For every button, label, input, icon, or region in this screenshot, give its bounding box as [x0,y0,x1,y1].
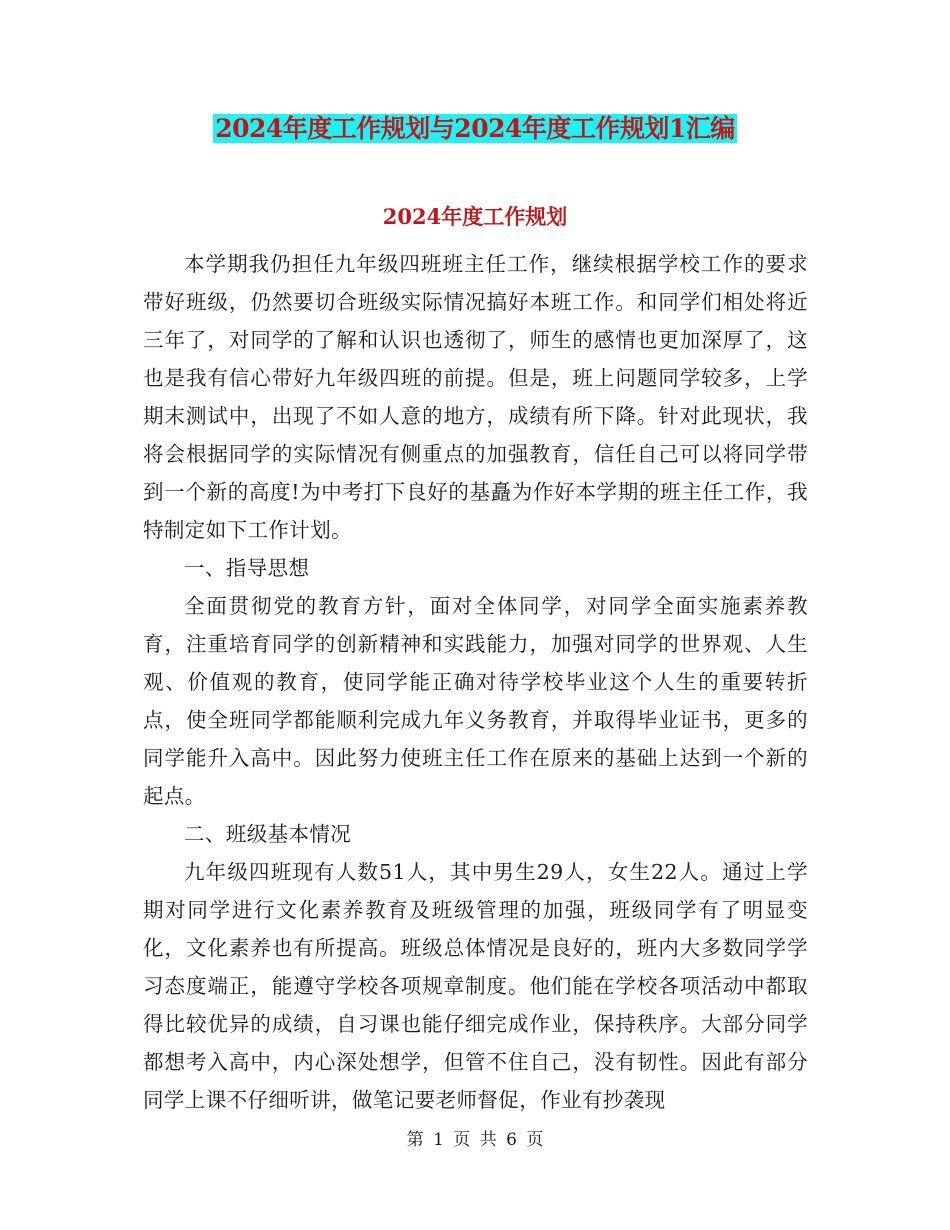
document-title-text: 2024年度工作规划与2024年度工作规划1汇编 [215,114,735,143]
document-title [0,111,950,147]
page-footer: 第 1 页 共 6 页 [406,1130,544,1150]
document-body [143,245,808,1119]
intro-paragraph: 本学期我仍担任九年级四班班主任工作，继续根据学校工作的要求带好班级，仍然要切合班级实际情况搞好本班工作。和同学们相处将近三年了，对同学的了解和认识也透彻了，师生的感情也更加深厚了，这也是我有信心带好九年级四班的前提。但是，班上问题同学较多，上学期末测试中，出现了不如人意的地方，成绩有所下降。针对此现状，我将会根据同学的实际情况有侧重点的加强教育，信任自己可以将同学带到一个新的高度!为中考打下良好的基矗为作好本学期的班主任工作，我特制定如下工作计划。 [143,252,808,542]
heading-guiding-thought: 一、指导思想 [184,556,310,580]
class-situation-paragraph: 九年级四班现有人数51人，其中男生29人，女生22人。通过上学期对同学进行文化素养教育及班级管理的加强，班级同学有了明显变化，文化素养也有所提高。班级总体情况是良好的，班内大多数同学学习态度端正，能遵守学校各项规章制度。他们能在学校各项活动中都取得比较优异的成绩，自习课也能仔细完成作业，保持秩序。大部分同学都想考入高中，内心深处想学，但管不住自己，没有韧性。因此有部分同学上课不仔细听讲，做笔记要老师督促，作业有抄袭现 [143,860,808,1112]
heading-class-situation: 二、班级基本情况 [184,822,352,846]
guiding-thought-paragraph: 全面贯彻党的教育方针，面对全体同学，对同学全面实施素养教育，注重培育同学的创新精神和实践能力，加强对同学的世界观、人生观、价值观的教育，使同学能正确对待学校毕业这个人生的重要转折点，使全班同学都能顺利完成九年义务教育，并取得毕业证书，更多的同学能升入高中。因此努力使班主任工作在原来的基础上达到一个新的起点。 [143,594,808,808]
section-title: 2024年度工作规划 [382,204,568,229]
